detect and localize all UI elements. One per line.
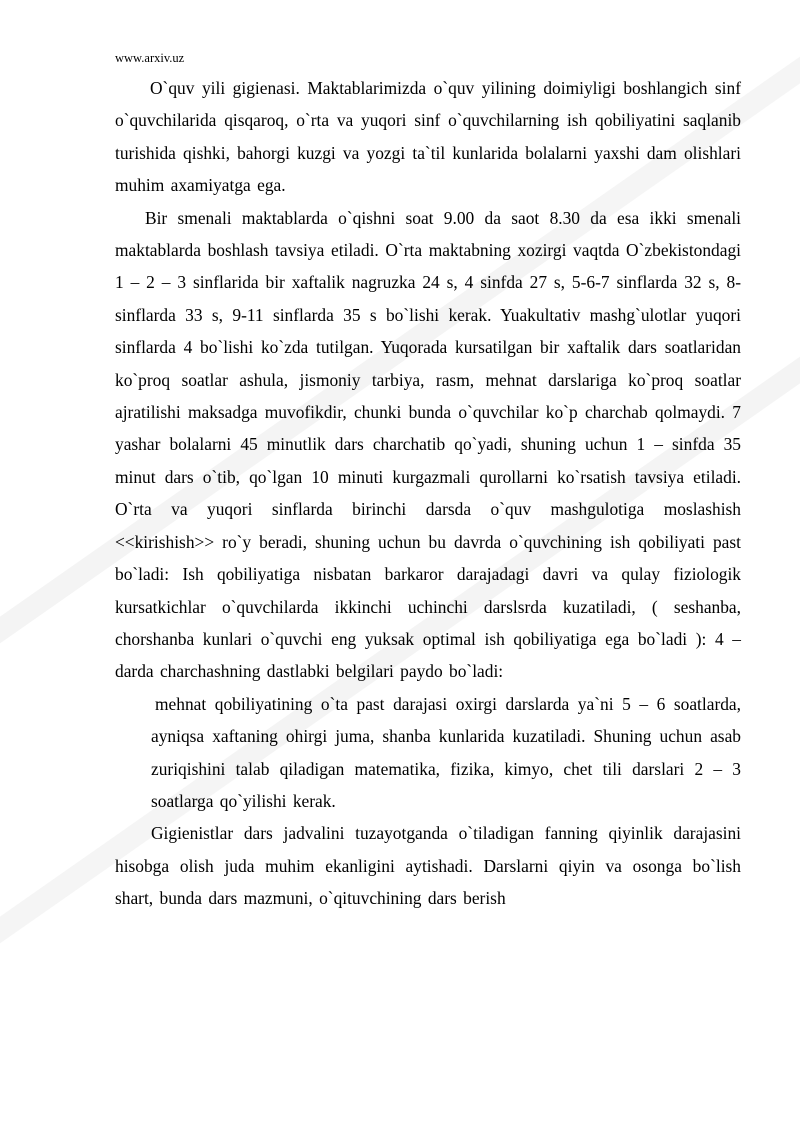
page-header-source: www.arxiv.uz [115,51,185,65]
paragraph: O`quv yili gigienasi. Maktablarimizda o`quv yilining doimiyligi boshlangich sinf o`quvchilarida qisqaroq, o`rta va yuqori sinf o`quvchilarning ish qobiliyatini saqlanib turishida qishki, bahorgi kuzgi va yozgi ta`til kunlarida bolalarni yaxshi dam olishlari muhim axamiyatga ega. [115,78,741,196]
paragraph: Gigienistlar dars jadvalini tuzayotganda o`tiladigan fanning qiyinlik darajasini hisobga olish juda muhim ekanligini aytishadi. Darslarni qiyin va osonga bo`lish shart, bunda dars mazmuni, o`qituvchining dars berish [115,823,741,909]
paragraph: Bir smenali maktablarda o`qishni soat 9.00 da saot 8.30 da esa ikki smenali maktablarda boshlash tavsiya etiladi. O`rta maktabning xozirgi vaqtda O`zbekistondagi 1 – 2 – 3 sinflarida bir xaftalik nagruzka 24 s, 4 sinfda 27 s, 5-6-7 sinflarda 32 s, 8- sinflarda 33 s, 9-11 sinflarda 35 s bo`lishi kerak. Yuakultativ mashg`ulotlar yuqori sinflarda 4 bo`lishi ko`zda tutilgan. Yuqorada kursatilgan bir xaftalik dars soatlaridan ko`proq soatlar ashula, jismoniy tarbiya, rasm, mehnat darslariga ko`proq soatlar ajratilishi maksadga muvofikdir, chunki bunda o`quvchilar ko`p charchab qolmaydi. 7 yashar bolalarni 45 minutlik dars charchatib qo`yadi, shuning uchun 1 – sinfda 35 minut dars o`tib, qo`lgan 10 minuti kurgazmali qurollarni ko`rsatish tavsiya etiladi. O`rta va yuqori sinflarda birinchi darsda o`quv mashgulotiga moslashish <<kirishish>> ro`y beradi, shuning uchun bu davrda o`quvchining ish qobiliyati past bo`ladi: Ish qobiliyatiga nisbatan barkaror darajadagi davri va qulay fiziologik kursatkichlar o`quvchilarda ikkinchi uchinchi darslsrda kuzatiladi, ( seshanba, chorshanba kunlari o`quvchi eng yuksak optimal ish qobiliyatiga ega bo`ladi ): 4 – darda charchashning dastlabki belgilari paydo bo`ladi: [115,207,741,682]
paragraph: mehnat qobiliyatining o`ta past darajasi oxirgi darslarda ya`ni 5 – 6 soatlarda, ayniqsa xaftaning ohirgi juma, shanba kunlarida kuzatiladi. Shuning uchun asab zuriqishini talab qiladigan matematika, fizika, kimyo, chet tili darslari 2 – 3 soatlarga qo`yilishi kerak. [151,693,741,811]
document-body [115,72,741,915]
